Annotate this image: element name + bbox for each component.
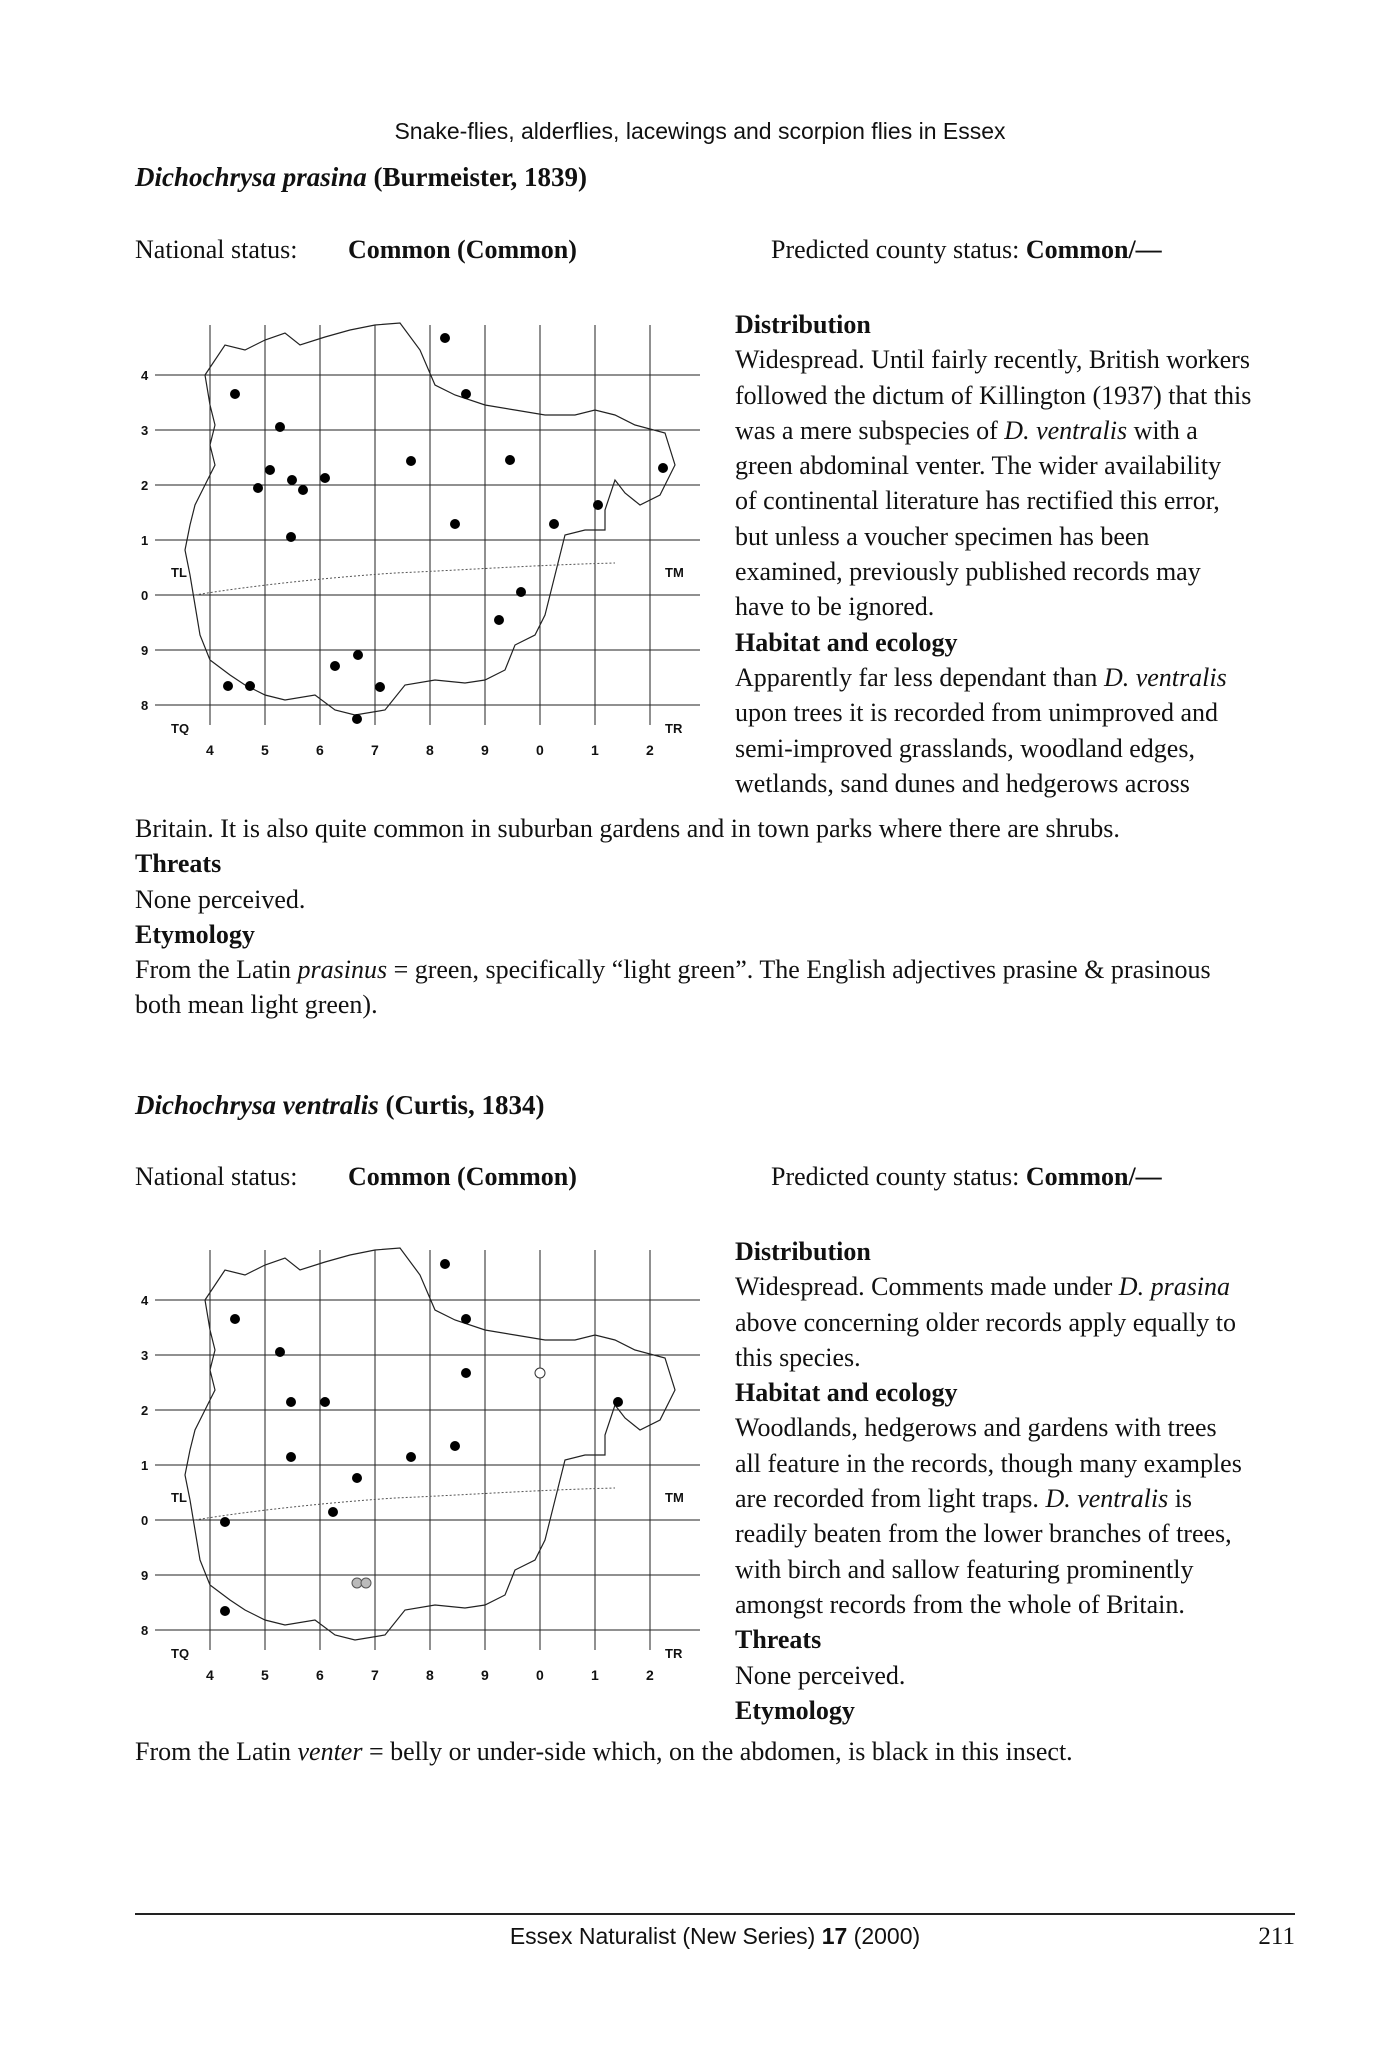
- distribution-section-1: Distribution Widespread. Until fairly recently, British workers followed the dictum of Killington (1937) that this was a mere subspecies of D. ventralis with a green abdominal venter. The wider availability of continental literature has rectified this error, but unless a voucher specimen has been examined, previously published records may have to be ignored. Habitat and ecology Apparently far less dependant than D. ventralis upon trees it is recorded from unimproved and semi-improved grasslands, woodland edges, wetlands, sand dunes and hedgerows across: [735, 307, 1295, 801]
- species-heading-2: [135, 1090, 545, 1121]
- square-label: TM: [665, 565, 684, 580]
- habitat-heading: Habitat and ecology: [735, 627, 958, 657]
- square-label: TL: [171, 1490, 187, 1505]
- threats-text: None perceived.: [735, 1660, 906, 1690]
- habitat-heading: Habitat and ecology: [735, 1378, 958, 1408]
- national-status-label: National status:: [135, 1162, 298, 1191]
- easting-axis-1: 4 5 6 7 8 9 0 1 2: [206, 742, 654, 758]
- national-status-value: Common (Common): [348, 235, 577, 264]
- threats-heading: Threats: [135, 849, 222, 879]
- species-heading-1: [135, 162, 587, 193]
- northing-label: 0: [141, 588, 149, 603]
- threats-heading: Threats: [735, 1625, 822, 1655]
- map-svg: [135, 1240, 705, 1660]
- open-record-dot: [535, 1368, 545, 1378]
- square-label: TQ: [171, 1646, 190, 1660]
- predicted-county-status: Predicted county status: Common/—: [771, 1162, 1162, 1191]
- record-dots: [220, 1259, 623, 1616]
- species-name: Dichochrysa ventralis: [135, 1090, 379, 1120]
- easting-axis-2: 4 5 6 7 8 9 0 1 2: [206, 1667, 654, 1683]
- northing-label: 2: [141, 478, 149, 493]
- northing-label: 3: [141, 423, 149, 438]
- running-head: Snake-flies, alderflies, lacewings and scorpion flies in Essex: [394, 118, 1006, 144]
- square-label: TQ: [171, 721, 190, 735]
- northing-label: 8: [141, 1623, 149, 1638]
- etymology-text-2: From the Latin venter = belly or under-side which, on the abdomen, is black in this insect.: [135, 1737, 1073, 1766]
- etymology-heading: Etymology: [135, 919, 255, 949]
- map-grid: [155, 1250, 700, 1650]
- northing-label: 0: [141, 1513, 149, 1528]
- river-line: [195, 1488, 615, 1520]
- etymology-heading: Etymology: [735, 1695, 855, 1725]
- northing-label: 1: [141, 533, 149, 548]
- northing-label: 9: [141, 1568, 149, 1583]
- species-authority: (Curtis, 1834): [385, 1090, 545, 1120]
- distribution-section-2: Distribution Widespread. Comments made under D. prasina above concerning older records apply equally to this species. Habitat and ecology Woodlands, hedgerows and gardens with trees all feature in the records, though many examples are recorded from light traps. D. ventralis is readily beaten from the lower branches of trees, with birch and sallow featuring prominently amongst records from the whole of Britain. Threats None perceived. Etymology: [735, 1234, 1295, 1728]
- species-name: Dichochrysa prasina: [135, 162, 367, 192]
- distribution-map-2: [135, 1240, 705, 1660]
- record-dots: [223, 333, 668, 724]
- journal-citation: Essex Naturalist (New Series) 17 (2000): [509, 1923, 921, 1949]
- distribution-heading: Distribution: [735, 1237, 871, 1266]
- continued-text-1: Britain. It is also quite common in suburban gardens and in town parks where there are shrubs. Threats None perceived. Etymology From the Latin prasinus = green, specifically “light green”. The English adjectives prasine & prasinous both mean light green).: [135, 811, 1295, 1023]
- threats-text: None perceived.: [135, 884, 306, 914]
- page-number: 211: [1258, 1923, 1295, 1950]
- etymology-text: From the Latin prasinus = green, specifically “light green”. The English adjectives prasine & prasinous: [135, 955, 1211, 985]
- national-status-value: Common (Common): [348, 1162, 577, 1191]
- square-label: TR: [665, 1646, 683, 1660]
- distribution-map-1: [135, 315, 705, 735]
- northing-label: 2: [141, 1403, 149, 1418]
- species-authority: (Burmeister, 1839): [373, 162, 587, 192]
- national-status-label: National status:: [135, 235, 298, 264]
- grey-record-dot: [361, 1578, 371, 1588]
- northing-label: 1: [141, 1458, 149, 1473]
- map-svg: [135, 315, 705, 735]
- square-label: TL: [171, 565, 187, 580]
- distribution-heading: Distribution: [735, 310, 871, 339]
- northing-label: 4: [141, 368, 149, 383]
- square-label: TM: [665, 1490, 684, 1505]
- northing-label: 8: [141, 698, 149, 713]
- northing-label: 9: [141, 643, 149, 658]
- footer-rule: [135, 1913, 1295, 1915]
- predicted-county-status: Predicted county status: Common/—: [771, 235, 1162, 264]
- northing-label: 4: [141, 1293, 149, 1308]
- map-grid: [155, 325, 700, 725]
- river-line: [195, 563, 615, 595]
- northing-label: 3: [141, 1348, 149, 1363]
- square-label: TR: [665, 721, 683, 735]
